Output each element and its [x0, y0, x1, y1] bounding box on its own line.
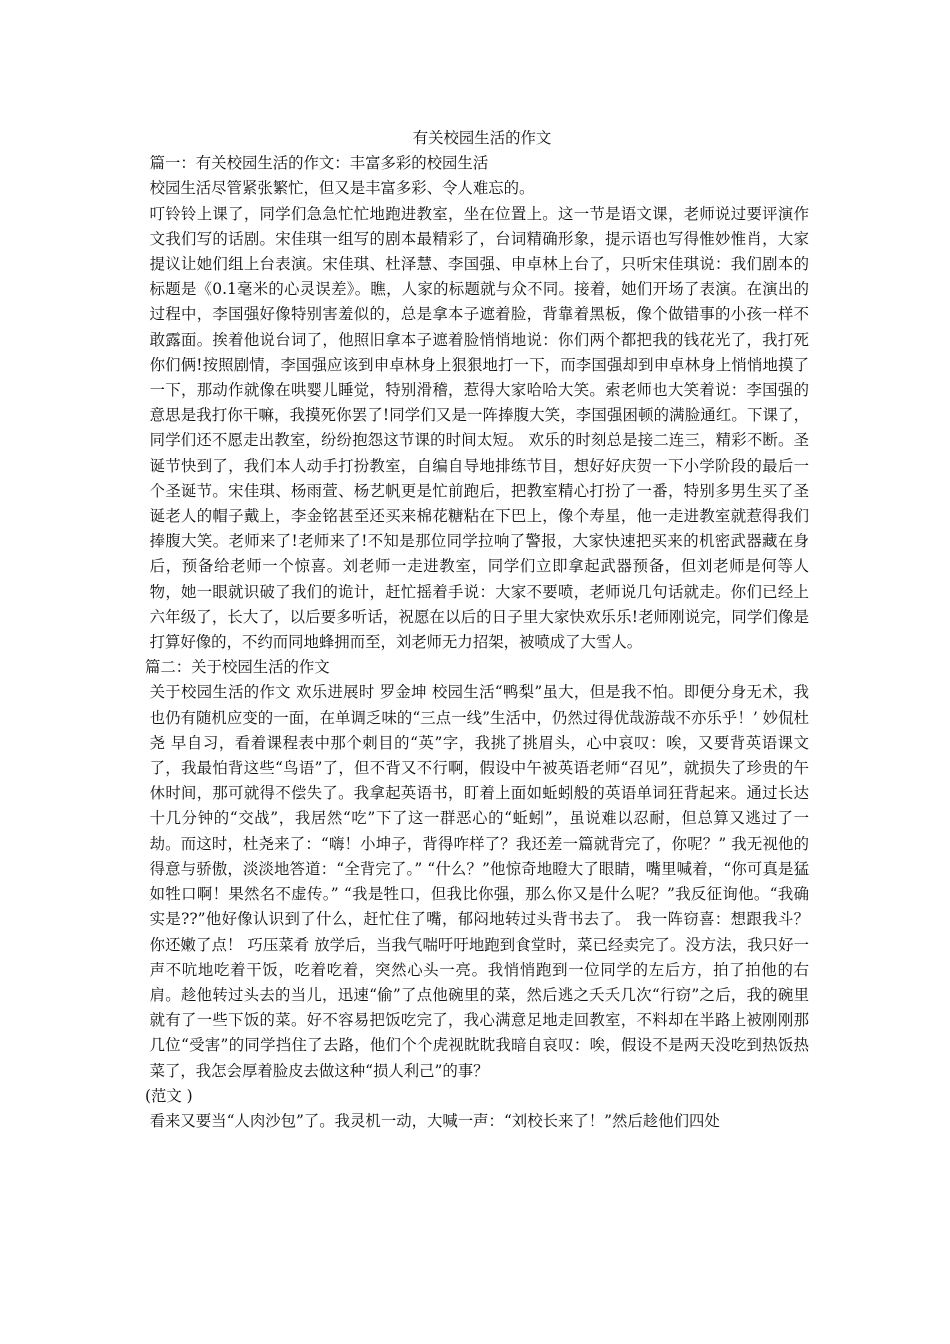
document-title: 有关校园生活的作文 [412, 129, 552, 147]
essay-one-body: 叮铃铃上课了，同学们急急忙忙地跑进教室，坐在位置上。这一节是语文课，老师说过要评演作文我们写的话剧。宋佳琪一组写的剧本最精彩了，台词精确形象，提示语也写得惟妙惟肖，大家提议让她们组上台表演。宋佳琪、杜泽慧、李国强、申卓林上台了，只听宋佳琪说：我们剧本的标题是《0.1毫米的心灵误差》。瞧，人家的标题就与众不同。接着，她们开场了表演。在演出的过程中，李国强好像特别害羞似的，总是拿本子遮着脸，背靠着黑板，像个做错事的小孩一样不敢露面。挨着他说台词了，他照旧拿本子遮着脸悄悄地说：你们两个都把我的钱花光了，我打死你们俩!按照剧情，李国强应该到申卓林身上狠狠地打一下，而李国强却到申卓林身上悄悄地摸了一下，那动作就像在哄婴儿睡觉，特别滑稽，惹得大家哈哈大笑。索老师也大笑着说：李国强的意思是我打你干嘛，我摸死你罢了!同学们又是一阵捧腹大笑，李国强困顿的满脸通红。下课了，同学们还不愿走出教室，纷纷抱怨这节课的时间太短。 欢乐的时刻总是接二连三，精彩不断。圣诞节快到了，我们本人动手打扮教室，自编自导地排练节目，想好好庆贺一下小学阶段的最后一个圣诞节。宋佳琪、杨雨萱、杨艺帆更是忙前跑后，把教室精心打扮了一番，特别多男生买了圣诞老人的帽子戴上，李金铭甚至还买来棉花糖粘在下巴上，像个寿星，他一走进教室就惹得我们捧腹大笑。老师来了!老师来了!不知是那位同学拉响了警报，大家快速把买来的机密武器藏在身后，预备给老师一个惊喜。刘老师一走进教室，同学们立即拿起武器预备，但刘老师是何等人物，她一眼就识破了我们的诡计，赶忙摇着手说：大家不要喷，老师说几句话就走。你们已经上六年级了，长大了，以后要多听话，祝愿在以后的日子里大家快欢乐乐!老师刚说完，同学们像是打算好像的，不约而同地蜂拥而至，刘老师无力招架，被喷成了大雪人。 [149, 204, 809, 652]
sample-label: (范文 ) [145, 1086, 193, 1105]
document-body [145, 126, 809, 1134]
essay-two-continuation: 看来又要当“人肉沙包”了。我灵机一动，大喊一声：“刘校长来了！”然后趁他们四处 [149, 1111, 720, 1130]
essay-one-intro: 校园生活尽管紧张繁忙，但又是丰富多彩、令人难忘的。 [149, 179, 535, 198]
essay-two-heading: 篇二：关于校园生活的作文 [145, 658, 330, 677]
essay-two-body: 关于校园生活的作文 欢乐进展时 罗金坤 校园生活“鸭梨”虽大，但是我不怕。即便分身无术，我也仍有随机应变的一面，在单调乏味的“三点一线”生活中，仍然过得优哉游哉不亦乐乎！’ 妙侃杜尧 早自习，看着课程表中那个刺目的“英”字，我挑了挑眉头，心中哀叹：唉，又要背英语课文了，我最怕背这些“鸟语”了，但不背又不行啊，假设中午被英语老师“召见”，就损失了珍贵的午休时间，那可就得不偿失了。我拿起英语书，盯着上面如蚯蚓般的英语单词狂背起来。通过长达十几分钟的“交战”，我居然“吃”下了这一群恶心的“蚯蚓”，虽说难以忍耐，但总算又逃过了一劫。而这时，杜尧来了：“嗨！小坤子，背得咋样了？我还差一篇就背完了，你呢？” 我无视他的得意与骄傲，淡淡地答道：“全背完了。” “什么？”他惊奇地瞪大了眼睛，嘴里喊着，“你可真是猛如牲口啊！果然名不虚传。” “我是牲口，但我比你强，那么你又是什么呢？”我反征询他。“我确实是??”他好像认识到了什么，赶忙住了嘴，郁闷地转过头背书去了。 我一阵窃喜：想跟我斗？你还嫩了点！ 巧压菜肴 放学后，当我气喘吁吁地跑到食堂时，菜已经卖完了。没方法，我只好一声不吭地吃着干饭，吃着吃着，突然心头一亮。我悄悄跑到一位同学的左后方，拍了拍他的右肩。趁他转过头去的当儿，迅速“偷”了点他碗里的菜，然后逃之夭夭几次“行窃”之后，我的碗里就有了一些下饭的菜。好不容易把饭吃完了，我心满意足地走回教室，不料却在半路上被刚刚那几位“受害”的同学挡住了去路，他们个个虎视眈眈我暗自哀叹：唉，假设不是两天没吃到热饭热菜了，我怎会厚着脸皮去做这种“损人利己”的事？ [149, 683, 809, 1080]
essay-one-heading: 篇一：有关校园生活的作文：丰富多彩的校园生活 [149, 154, 489, 173]
